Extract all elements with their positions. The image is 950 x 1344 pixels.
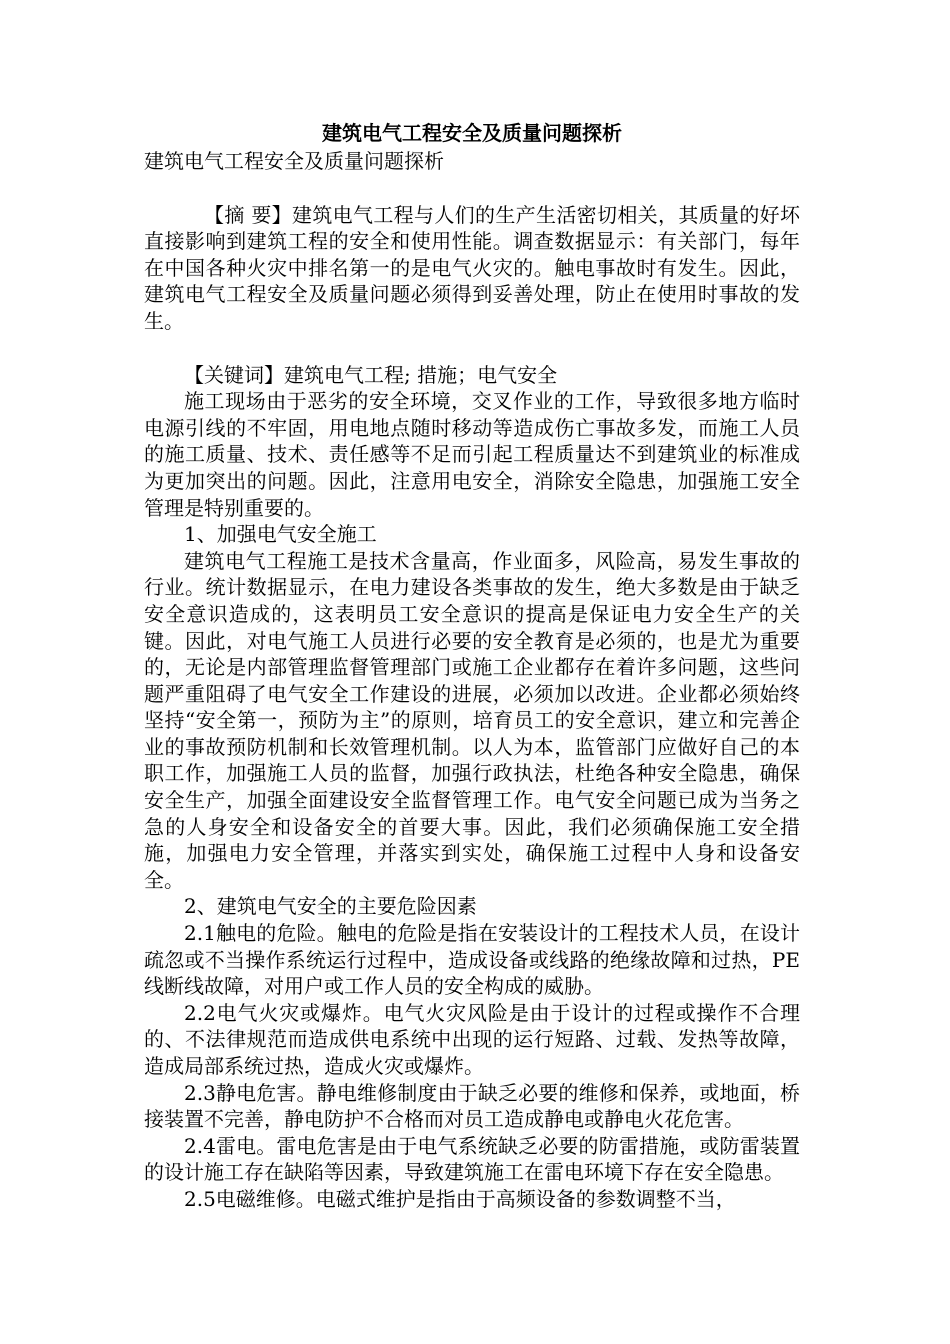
body-paragraph: 2.2电气火灾或爆炸。电气火灾风险是由于设计的过程或操作不合理的、不法律规范而造成供电系统中出现的运行短路、过载、发热等故障，造成局部系统过热，造成火灾或爆炸。 bbox=[144, 1000, 800, 1078]
spacer bbox=[144, 175, 800, 202]
document-page bbox=[144, 118, 800, 1213]
keywords-paragraph: 【关键词】建筑电气工程; 措施；电气安全 bbox=[184, 362, 558, 387]
spacer bbox=[144, 335, 800, 362]
body-paragraph: 施工现场由于恶劣的安全环境，交叉作业的工作，导致很多地方临时电源引线的不牢固，用电地点随时移动等造成伤亡事故多发，而施工人员的施工质量、技术、责任感等不足而引起工程质量达不到建筑业的标准成为更加突出的问题。因此，注意用电安全，消除安全隐患，加强施工安全管理是特别重要的。 bbox=[144, 389, 800, 520]
body-paragraph: 2.5电磁维修。电磁式维护是指由于高频设备的参数调整不当， bbox=[184, 1186, 736, 1211]
body-paragraph: 建筑电气工程施工是技术含量高，作业面多，风险高，易发生事故的行业。统计数据显示，在电力建设各类事故的发生，绝大多数是由于缺乏安全意识造成的，这表明员工安全意识的提高是保证电力安全生产的关键。因此，对电气施工人员进行必要的安全教育是必须的，也是尤为重要的，无论是内部管理监督管理部门或施工企业都存在着许多问题，这些问题严重阻碍了电气安全工作建设的进展，必须加以改进。企业都必须始终坚持“安全第一，预防为主”的原则，培育员工的安全意识，建立和完善企业的事故预防机制和长效管理机制。以人为本，监管部门应做好自己的本职工作，加强施工人员的监督，加强行政执法，杜绝各种安全隐患，确保安全生产，加强全面建设安全监督管理工作。电气安全问题已成为当务之急的人身安全和设备安全的首要大事。因此，我们必须确保施工安全措施，加强电力安全管理，并落实到实处，确保施工过程中人身和设备安全。 bbox=[144, 548, 800, 892]
abstract-paragraph: 【摘 要】建筑电气工程与人们的生产生活密切相关，其质量的好坏直接影响到建筑工程的安全和使用性能。调查数据显示：有关部门，每年在中国各种火灾中排名第一的是电气火灾的。触电事故时有发生。因此，建筑电气工程安全及质量问题必须得到妥善处理，防止在使用时事故的发生。 bbox=[144, 202, 800, 333]
document-subtitle: 建筑电气工程安全及质量问题探析 bbox=[144, 149, 444, 173]
body-paragraph: 2.1触电的危险。触电的危险是指在安装设计的工程技术人员，在设计疏忽或不当操作系统运行过程中，造成设备或线路的绝缘故障和过热，PE线断线故障，对用户或工作人员的安全构成的威胁。 bbox=[144, 921, 800, 999]
body-paragraph: 2.4雷电。雷电危害是由于电气系统缺乏必要的防雷措施，或防雷装置的设计施工存在缺陷等因素，导致建筑施工在雷电环境下存在安全隐患。 bbox=[144, 1133, 800, 1185]
section-heading: 1、加强电气安全施工 bbox=[184, 522, 377, 547]
section-heading: 2、建筑电气安全的主要危险因素 bbox=[184, 894, 477, 919]
body-paragraph: 2.3静电危害。静电维修制度由于缺乏必要的维修和保养，或地面，桥接装置不完善，静电防护不合格而对员工造成静电或静电火花危害。 bbox=[144, 1080, 800, 1132]
document-title: 建筑电气工程安全及质量问题探析 bbox=[322, 121, 622, 145]
